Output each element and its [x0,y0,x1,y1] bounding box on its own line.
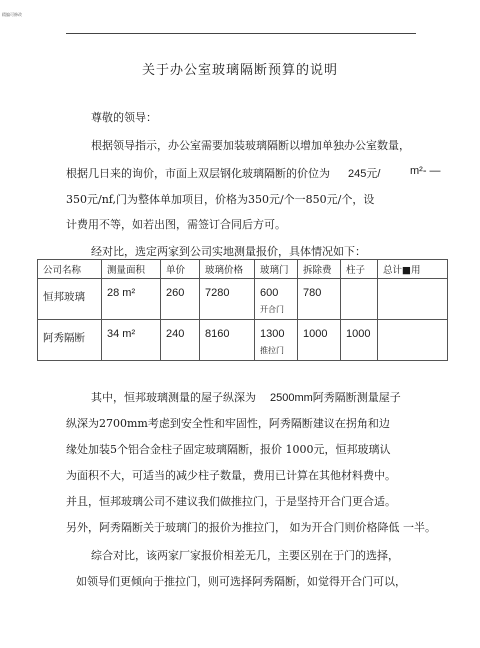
paragraph-line: 计费用不等，如若出图，需签订合同后方可。 [66,218,286,231]
pillar-value: 1000 [346,328,371,340]
paragraph-line: 并且，恒邦玻璃公司不建议我们做推拉门，于是坚持开合门更合适。 [66,495,396,508]
paragraph-line: 350元/nf,门为整体单加项目，价格为350元/个一850元/个，设 [66,193,375,206]
door-price-value: 600 [260,287,279,299]
door-type: 开合门 [260,305,284,314]
area-value: 34 m² [107,328,136,340]
pillar-cell [341,320,378,361]
header-cell: 玻璃门 [255,260,298,279]
paragraph-line-unit: m²- — [410,165,441,177]
paragraph-line: 根据几日来的询价，市面上双层钢化玻璃隔断的价位为 [66,167,330,180]
paragraph-line-price: 245元/ [348,168,381,180]
table-header-row [38,260,448,279]
header-cell: 单价 [161,260,200,279]
glass-price-value: 8160 [205,328,230,340]
glass-price-cell [200,279,255,320]
unit-price-value: 240 [166,328,185,340]
unit-price-cell [161,320,200,361]
area-cell [102,279,161,320]
paragraph-line: 2500mm阿秀隔断测量屋子 [270,392,401,404]
door-cell [255,320,298,361]
company-cell [38,320,102,361]
removal-cell [298,279,341,320]
paragraph-line: 如领导们更倾向于推拉门，则可选择阿秀隔断，如觉得开合门可以， [76,575,406,588]
table-row [38,279,448,320]
paragraph-line: 为面积不大，可适当的减少柱子数量，费用已计算在其他材料费中。 [66,469,396,482]
paragraph-line: 其中，恒邦玻璃测量的屋子纵深为 [91,391,256,404]
unit-price-value: 260 [166,287,185,299]
corner-note: 精编可修改 [2,12,22,17]
paragraph-line: 根据领导指示，办公室需要加装玻璃隔断以增加单独办公室数量， [91,139,410,152]
header-cell: 拆除费 [298,260,341,279]
header-cell: 总计■用 [378,260,448,279]
document-title: 关于办公室玻璃隔断预算的说明 [141,63,338,78]
removal-cell [298,320,341,361]
header-cell: 玻璃价格 [200,260,255,279]
pillar-cell [341,279,378,320]
door-price-value: 1300 [260,328,285,340]
glass-price-value: 7280 [205,287,230,299]
door-cell [255,279,298,320]
company-cell [38,279,102,320]
removal-value: 780 [303,287,322,299]
table-intro: 经对比，选定两家到公司实地测量报价，具体情况如下： [91,245,366,258]
company-name: 恒邦玻璃 [43,291,85,303]
company-name: 阿秀隔断 [43,332,85,344]
door-type: 推拉门 [260,346,284,355]
removal-value: 1000 [303,328,328,340]
total-cell [378,320,448,361]
paragraph-line: 缘处加装5个铝合金柱子固定玻璃隔断，报价 1000元，恒邦玻璃认 [66,443,391,456]
paragraph-line: 综合对比，该两家厂家报价相差无几，主要区别在于门的选择， [91,549,399,562]
total-cell [378,279,448,320]
area-cell [102,320,161,361]
salutation: 尊敬的领导： [91,111,157,124]
paragraph-line: 另外，阿秀隔断关于玻璃门的报价为推拉门， 如为开合门则价格降低 一半。 [66,521,436,534]
header-cell: 公司名称 [38,260,102,279]
glass-price-cell [200,320,255,361]
header-rule [66,33,416,34]
header-cell: 测量面积 [102,260,161,279]
unit-price-cell [161,279,200,320]
quote-table [37,259,448,361]
area-value: 28 m² [107,287,136,299]
paragraph-line: 纵深为2700mm考虑到安全性和牢固性，阿秀隔断建议在拐角和边 [66,417,390,430]
table-row [38,320,448,361]
header-cell: 柱子 [341,260,378,279]
